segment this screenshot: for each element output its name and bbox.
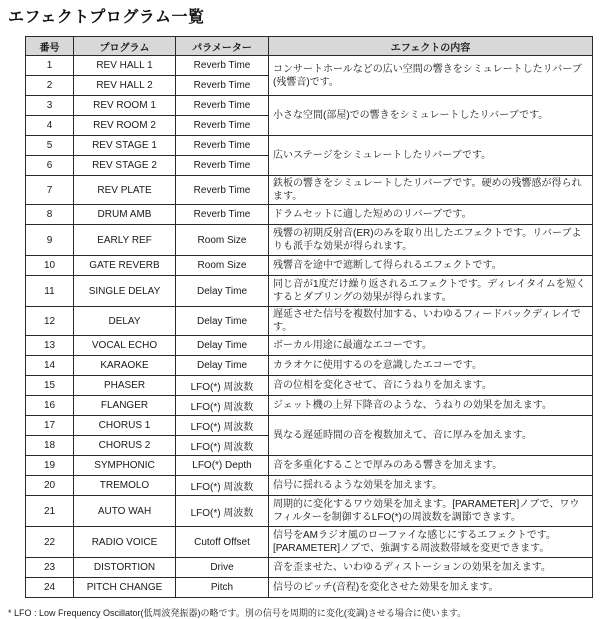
cell-description: 異なる遅延時間の音を複数加えて、音に厚みを加えます。 <box>269 416 593 456</box>
cell-number: 24 <box>26 578 74 598</box>
cell-number: 21 <box>26 496 74 527</box>
cell-description: ジェット機の上昇下降音のような、うねりの効果を加えます。 <box>269 396 593 416</box>
table-row <box>26 558 593 578</box>
header-description: エフェクトの内容 <box>269 37 593 56</box>
cell-parameter: LFO(*) 周波数 <box>176 396 269 416</box>
cell-program: REV PLATE <box>74 176 176 205</box>
cell-program: DELAY <box>74 307 176 336</box>
cell-number: 12 <box>26 307 74 336</box>
cell-description: カラオケに使用するのを意識したエコーです。 <box>269 356 593 376</box>
cell-program: PHASER <box>74 376 176 396</box>
cell-parameter: LFO(*) 周波数 <box>176 496 269 527</box>
cell-program: CHORUS 1 <box>74 416 176 436</box>
cell-description: 同じ音が1度だけ繰り返されるエフェクトです。ディレイタイムを短くするとダブリングの効果が得られます。 <box>269 276 593 307</box>
cell-parameter: Reverb Time <box>176 96 269 116</box>
table-row <box>26 336 593 356</box>
cell-number: 18 <box>26 436 74 456</box>
cell-number: 4 <box>26 116 74 136</box>
cell-parameter: Reverb Time <box>176 116 269 136</box>
cell-number: 10 <box>26 256 74 276</box>
cell-program: KARAOKE <box>74 356 176 376</box>
table-row <box>26 356 593 376</box>
cell-parameter: Delay Time <box>176 336 269 356</box>
cell-description: 信号をAMラジオ風のローファイな感じにするエフェクトです。[PARAMETER]ノブで、強調する周波数帯域を変更できます。 <box>269 527 593 558</box>
cell-description: コンサートホールなどの広い空間の響きをシミュレートしたリバーブ(残響音)です。 <box>269 56 593 96</box>
cell-parameter: LFO(*) Depth <box>176 456 269 476</box>
cell-description: ドラムセットに適した短めのリバーブです。 <box>269 205 593 225</box>
cell-description: 残響の初期反射音(ER)のみを取り出したエフェクトです。リバーブよりも派手な効果が得られます。 <box>269 225 593 256</box>
cell-number: 16 <box>26 396 74 416</box>
cell-parameter: Room Size <box>176 225 269 256</box>
table-row <box>26 376 593 396</box>
cell-parameter: LFO(*) 周波数 <box>176 376 269 396</box>
table-row <box>26 578 593 598</box>
cell-program: DRUM AMB <box>74 205 176 225</box>
cell-number: 7 <box>26 176 74 205</box>
cell-parameter: Drive <box>176 558 269 578</box>
table-row <box>26 56 593 76</box>
effect-program-table <box>25 36 593 598</box>
cell-description: 音を多重化することで厚みのある響きを加えます。 <box>269 456 593 476</box>
header-number: 番号 <box>26 37 74 56</box>
table-row <box>26 527 593 558</box>
table-row <box>26 476 593 496</box>
cell-number: 20 <box>26 476 74 496</box>
cell-program: REV STAGE 2 <box>74 156 176 176</box>
cell-number: 1 <box>26 56 74 76</box>
cell-number: 19 <box>26 456 74 476</box>
cell-description: ボーカル用途に最適なエコーです。 <box>269 336 593 356</box>
cell-number: 6 <box>26 156 74 176</box>
cell-parameter: Room Size <box>176 256 269 276</box>
cell-parameter: Delay Time <box>176 276 269 307</box>
cell-program: GATE REVERB <box>74 256 176 276</box>
cell-number: 2 <box>26 76 74 96</box>
table-row <box>26 416 593 436</box>
cell-program: PITCH CHANGE <box>74 578 176 598</box>
cell-parameter: LFO(*) 周波数 <box>176 416 269 436</box>
cell-number: 17 <box>26 416 74 436</box>
cell-number: 11 <box>26 276 74 307</box>
cell-parameter: Reverb Time <box>176 56 269 76</box>
cell-description: 遅延させた信号を複数付加する、いわゆるフィードバックディレイです。 <box>269 307 593 336</box>
cell-program: DISTORTION <box>74 558 176 578</box>
cell-number: 22 <box>26 527 74 558</box>
cell-description: 音の位相を変化させて、音にうねりを加えます。 <box>269 376 593 396</box>
table-row <box>26 256 593 276</box>
cell-number: 5 <box>26 136 74 156</box>
table-row <box>26 225 593 256</box>
table-row <box>26 96 593 116</box>
header-row <box>26 37 593 56</box>
table-row <box>26 176 593 205</box>
cell-program: SYMPHONIC <box>74 456 176 476</box>
cell-program: FLANGER <box>74 396 176 416</box>
cell-number: 13 <box>26 336 74 356</box>
cell-program: REV HALL 1 <box>74 56 176 76</box>
cell-description: 鉄板の響きをシミュレートしたリバーブです。硬めの残響感が得られます。 <box>269 176 593 205</box>
cell-parameter: Reverb Time <box>176 176 269 205</box>
cell-number: 8 <box>26 205 74 225</box>
cell-description: 信号のピッチ(音程)を変化させた効果を加えます。 <box>269 578 593 598</box>
cell-parameter: Reverb Time <box>176 76 269 96</box>
table-row <box>26 396 593 416</box>
cell-description: 小さな空間(部屋)での響きをシミュレートしたリバーブです。 <box>269 96 593 136</box>
cell-program: REV ROOM 2 <box>74 116 176 136</box>
table-header <box>26 37 593 56</box>
cell-number: 3 <box>26 96 74 116</box>
table-body <box>26 56 593 598</box>
cell-description: 残響音を途中で遮断して得られるエフェクトです。 <box>269 256 593 276</box>
cell-program: SINGLE DELAY <box>74 276 176 307</box>
header-parameter: パラメーター <box>176 37 269 56</box>
cell-program: RADIO VOICE <box>74 527 176 558</box>
cell-parameter: Delay Time <box>176 307 269 336</box>
table-row <box>26 205 593 225</box>
cell-parameter: Reverb Time <box>176 205 269 225</box>
cell-parameter: Reverb Time <box>176 136 269 156</box>
lfo-footnote: * LFO : Low Frequency Oscillator(低周波発振器)の略です。別の信号を周期的に変化(変調)させる場合に使います。 <box>8 608 467 618</box>
cell-parameter: Delay Time <box>176 356 269 376</box>
table-row <box>26 307 593 336</box>
header-program: プログラム <box>74 37 176 56</box>
cell-program: REV ROOM 1 <box>74 96 176 116</box>
cell-parameter: LFO(*) 周波数 <box>176 476 269 496</box>
cell-program: CHORUS 2 <box>74 436 176 456</box>
cell-number: 23 <box>26 558 74 578</box>
cell-description: 周期的に変化するワウ効果を加えます。[PARAMETER]ノブで、ワウフィルターを制御するLFO(*)の周波数を調節できます。 <box>269 496 593 527</box>
cell-number: 15 <box>26 376 74 396</box>
cell-parameter: LFO(*) 周波数 <box>176 436 269 456</box>
cell-parameter: Reverb Time <box>176 156 269 176</box>
page-title: エフェクトプログラム一覧 <box>8 9 205 26</box>
cell-description: 信号に揺れるような効果を加えます。 <box>269 476 593 496</box>
cell-parameter: Cutoff Offset <box>176 527 269 558</box>
cell-number: 14 <box>26 356 74 376</box>
cell-program: REV HALL 2 <box>74 76 176 96</box>
cell-parameter: Pitch <box>176 578 269 598</box>
cell-number: 9 <box>26 225 74 256</box>
table-row <box>26 496 593 527</box>
cell-description: 音を歪ませた、いわゆるディストーションの効果を加えます。 <box>269 558 593 578</box>
cell-program: TREMOLO <box>74 476 176 496</box>
cell-program: AUTO WAH <box>74 496 176 527</box>
table-row <box>26 456 593 476</box>
cell-program: REV STAGE 1 <box>74 136 176 156</box>
cell-description: 広いステージをシミュレートしたリバーブです。 <box>269 136 593 176</box>
cell-program: VOCAL ECHO <box>74 336 176 356</box>
table-row <box>26 136 593 156</box>
table-row <box>26 276 593 307</box>
cell-program: EARLY REF <box>74 225 176 256</box>
